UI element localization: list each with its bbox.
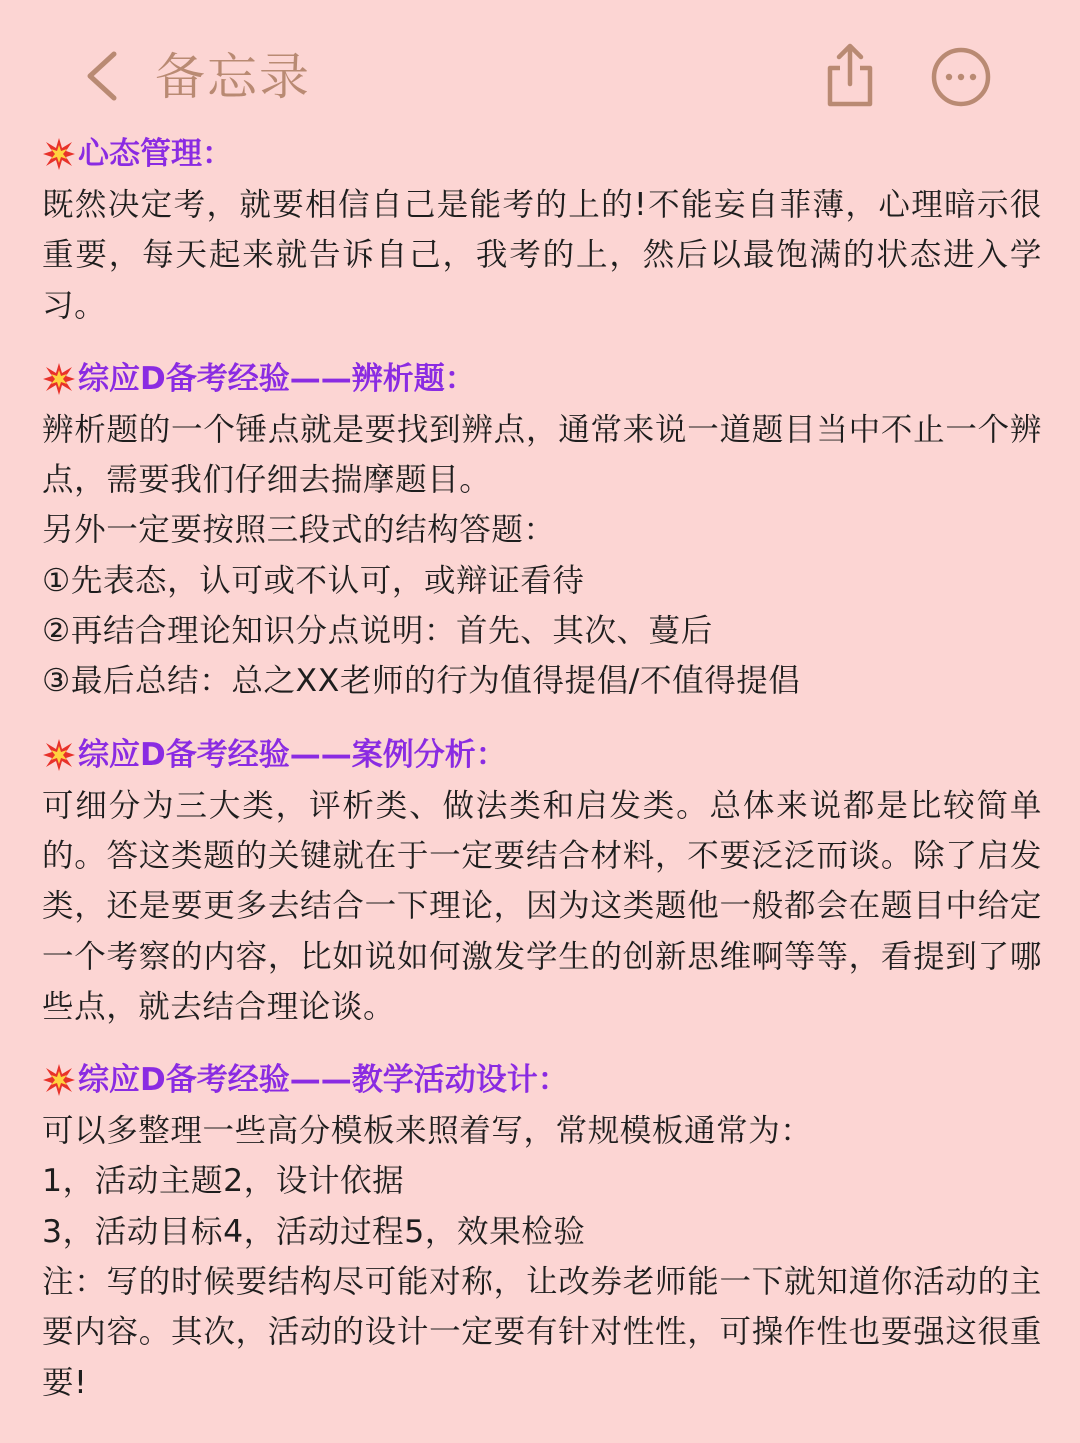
section-analysis-question [42,353,1042,707]
spark-icon [42,738,76,772]
section-heading-text: 综应D备考经验——教学活动设计： [78,1062,569,1099]
paragraph: 辨析题的一个锤点就是要找到辨点，通常来说一道题目当中不止一个辨点，需要我们仔细去揣摩题目。 [42,411,1042,499]
page-title: 备忘录 [155,48,311,106]
section-heading [42,353,1042,405]
section-teaching-activity-design [42,1054,1042,1408]
section-mindset [42,128,1042,331]
section-heading [42,729,1042,781]
list-item: ③最后总结：总之XX老师的行为值得提倡/不值得提倡 [42,663,801,700]
navigation-bar [0,0,1080,135]
text-line: 可以多整理一些高分模板来照着写，常规模板通常为： [42,1113,813,1150]
share-icon[interactable] [822,42,878,108]
section-heading-text: 综应D备考经验——辨析题： [78,360,476,397]
section-heading-text: 综应D备考经验——案例分析： [78,736,507,773]
list-item: ②再结合理论知识分点说明：首先、其次、蔓后 [42,613,713,650]
list-item: 3，活动目标4，活动过程5，效果检验 [42,1213,586,1250]
chevron-left-icon[interactable] [78,48,128,104]
section-heading-text: 心态管理： [78,136,233,172]
spark-icon [42,362,76,396]
paragraph: 可细分为三大类，评析类、做法类和启发类。总体来说都是比较简单的。答这类题的关键就在于一定要结合材料，不要泛泛而谈。除了启发类，还是要更多去结合一下理论，因为这类题他一般都会在题目中给定一个考察的内容，比如说如何激发学生的创新思维啊等等，看提到了哪些点，就去结合理论谈。 [42,787,1042,1025]
section-heading [42,128,1042,180]
text-line: 另外一定要按照三段式的结构答题： [42,512,556,549]
paragraph: 注：写的时候要结构尽可能对称，让改券老师能一下就知道你活动的主要内容。其次，活动的设计一定要有针对性性，可操作性也要强这很重要! [42,1264,1042,1401]
spark-icon [42,137,76,171]
more-icon[interactable] [930,46,992,108]
list-item: 1，活动主题2，设计依据 [42,1163,405,1200]
spark-icon [42,1063,76,1097]
paragraph: 既然决定考，就要相信自己是能考的上的!不能妄自菲薄，心理暗示很重要，每天起来就告诉自己，我考的上，然后以最饱满的状态进入学习。 [42,187,1042,324]
note-body[interactable] [42,128,1042,1430]
list-item: ①先表态，认可或不认可，或辩证看待 [42,562,585,599]
section-heading [42,1054,1042,1106]
section-case-analysis [42,729,1042,1032]
